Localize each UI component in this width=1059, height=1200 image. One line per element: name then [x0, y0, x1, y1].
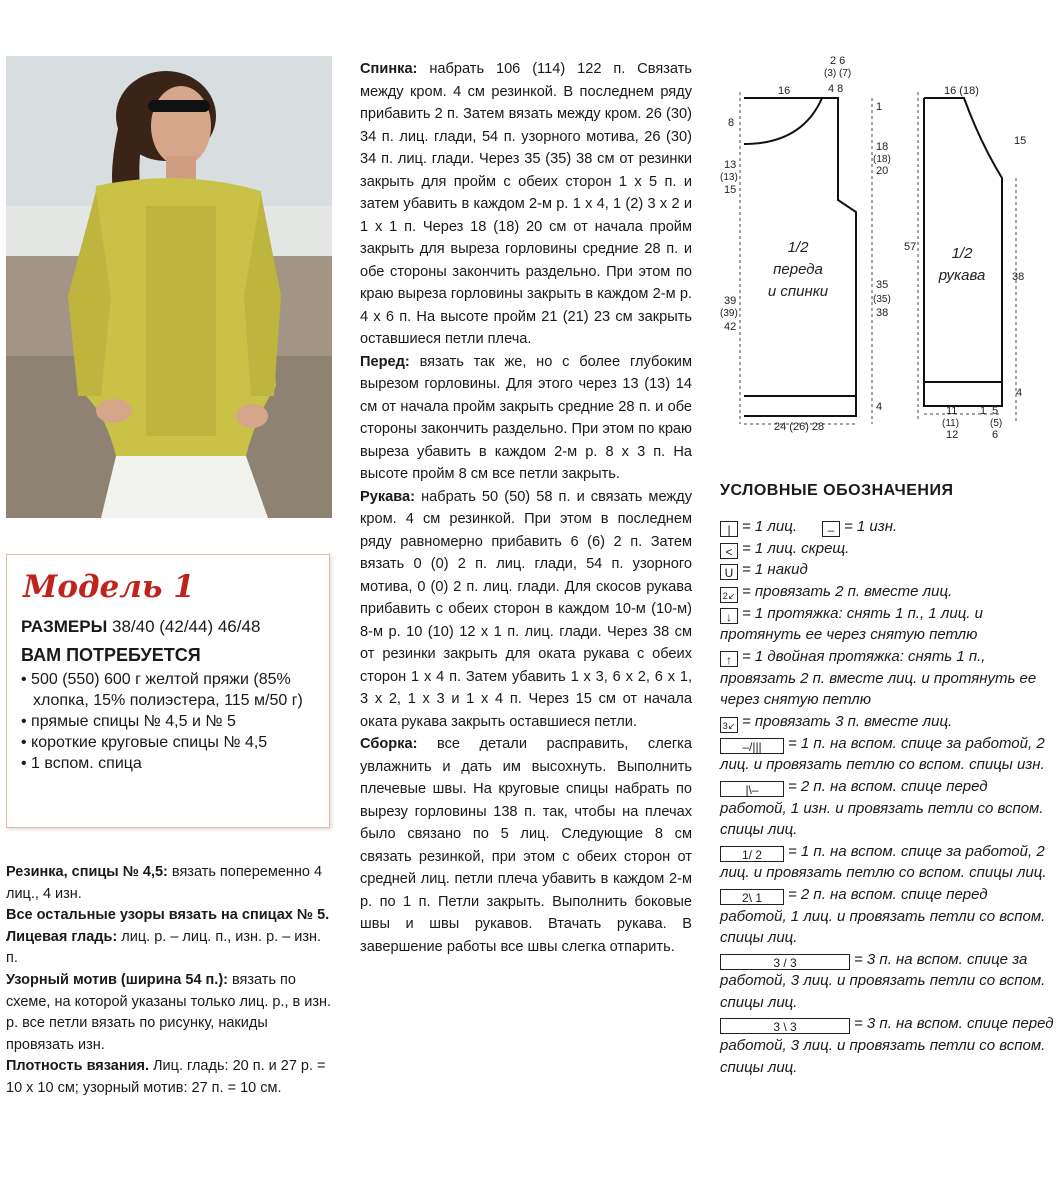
para-stockinette-label: Лицевая гладь:: [6, 928, 118, 945]
dim-s4: 4: [1016, 387, 1023, 399]
dim-h35b: (35): [873, 294, 891, 305]
legend-item: [720, 581, 1055, 603]
legend-heading: УСЛОВНЫЕ ОБОЗНАЧЕНИЯ: [720, 482, 954, 499]
legend-text: = 1 лиц. скрещ.: [742, 539, 850, 557]
dim-s1: 1: [980, 405, 987, 417]
body-outline: [744, 98, 856, 416]
k2tog-icon: 2↙: [720, 587, 738, 603]
dim-s38: 38: [1012, 271, 1025, 283]
dim-top-2-6: 2 6: [830, 55, 846, 67]
para-motif-text: вязать по схеме, на которой указаны только лиц. р., в изн. р. все петли вязать по рисунку, накиды провязать изн.: [6, 971, 332, 1053]
purl-symbol-icon: –: [822, 521, 840, 537]
cable-3-3-back-icon: 3 / 3: [720, 954, 850, 970]
body-label-2: переда: [773, 261, 823, 278]
para-stockinette-text: лиц. р. – лиц. п., изн. р. – изн. п.: [6, 928, 322, 967]
body-label-3: и спинки: [767, 283, 829, 300]
para-front-label: Перед:: [360, 353, 410, 370]
sizes-line: [21, 617, 260, 637]
yarn-over-icon: U: [720, 564, 738, 580]
legend-text: = 1 двойная протяжка: снять 1 п., провязать 2 п. вместе лиц. и протянуть ее через снятую петлю: [720, 647, 1037, 709]
sizes-label: РАЗМЕРЫ: [21, 617, 108, 636]
legend-item: [720, 603, 1055, 646]
legend-item: [720, 949, 1055, 1014]
legend-item: [720, 646, 1055, 711]
legend-text: = 1 изн.: [844, 518, 898, 535]
para-assembly-text: все детали расправить, слегка увлажнить и дать им высохнуть. Выполнить плечевые швы. На круговые спицы набрать по вырезу горловины 138 п. так, чтобы на плечах было связано по 5 лиц. Следующие 8 см связать резинкой, при этом с обеих сторон от средней лиц. петли плеча убавить в каждом 2-м р. по 1 п. Петли закрыть. Выполнить боковые швы и швы рукавов. Втачать рукава. В завершение работы все швы слегка отпарить.: [360, 736, 692, 955]
para-back-text: набрать 106 (114) 122 п. Связать между кром. 4 см резинкой. В последнем ряду прибавить 2 п. Затем вязать между кром. 26 (30) 34 п. лиц. глади, 54 п. узорного мотива, 26 (30) 34 п. лиц. глади. Через 35 (35) 38 см от резинки закрыть для пройм с обеих сторон 1 х 5 п. и затем убавить в каждом 2-м р. 1 х 4, 1 (2) 3 х 2 и 1 х 1 п. Через 18 (18) 20 см от начала пройм закрыть для выреза горловины средние 28 п. и обе стороны закончить раздельно. При этом по краю выреза горловины закрыть в каждом 2-м р. 4 х 6 п. На высоте пройм 21 (21) 23 см закрыть оставшиеся петли плеча.: [360, 61, 692, 347]
cable-1-2-back-icon: 1/ 2: [720, 846, 784, 862]
para-sleeve: [360, 486, 692, 734]
middle-column-text: [360, 58, 692, 958]
sleeve-label-2: рукава: [938, 267, 986, 284]
dim-s5: 5: [992, 405, 999, 417]
need-list: [21, 669, 321, 774]
para-other: [6, 905, 332, 927]
dim-h20: 20: [876, 165, 889, 177]
dim-s16: 16 (18): [944, 85, 979, 97]
dim-w16: 16: [778, 85, 791, 97]
ssk-icon: ↓: [720, 608, 738, 624]
model-photo: [6, 56, 332, 518]
legend-text: = 2 п. на вспом. спице перед работой, 1 изн. и провязать петли со вспом. спицы лиц.: [720, 777, 1044, 839]
sleeve-label-1: 1/2: [951, 245, 973, 262]
para-front: [360, 351, 692, 486]
para-motif-label: Узорный мотив (ширина 54 п.):: [6, 971, 228, 988]
sizes-value: 38/40 (42/44) 46/48: [112, 617, 261, 636]
dim-h39: 39: [724, 295, 737, 307]
para-motif: [6, 970, 332, 1056]
para-stockinette: [6, 927, 332, 970]
para-assembly-label: Сборка:: [360, 736, 418, 752]
legend-item: [720, 733, 1055, 776]
left-column-text: [6, 862, 332, 1100]
legend-item: [720, 884, 1055, 949]
dim-s12: 12: [946, 429, 959, 441]
para-front-text: вязать так же, но с более глубоким вырезом горловины. Для этого через 13 (13) 14 см от начала пройм закрыть средние 28 п. и обе стороны закончить раздельно. При этом по краю выреза убавить в каждом 2-м р. 8 х 3 п. На высоте пройм 8 см все петли закрыть.: [360, 353, 692, 482]
body-label-1: 1/2: [787, 239, 809, 256]
dim-bottom: 24 (26) 28: [774, 421, 825, 433]
dim-s11: 11: [946, 405, 958, 417]
need-heading: ВАМ ПОТРЕБУЕТСЯ: [21, 645, 201, 665]
need-item: • 500 (550) 600 г желтой пряжи (85% хлопка, 15% полиэстера, 115 м/50 г): [21, 671, 303, 709]
legend-text: = 2 п. на вспом. спице перед работой, 1 лиц. и провязать петли со вспом. спицы лиц.: [720, 885, 1046, 947]
para-gauge-label: Плотность вязания.: [6, 1058, 149, 1075]
dim-h13: 13: [724, 159, 737, 171]
dim-s15: 15: [1014, 135, 1027, 147]
legend-item: [720, 776, 1055, 841]
k3tog-icon: 3↙: [720, 717, 738, 733]
para-rib-label: Резинка, спицы № 4,5:: [6, 864, 168, 880]
legend-text: = провязать 2 п. вместе лиц.: [742, 582, 953, 600]
legend-item: [720, 559, 1055, 581]
cable-1-2-purl-back-icon: –/|||: [720, 738, 784, 754]
twisted-knit-icon: <: [720, 543, 738, 559]
dim-s6: 6: [992, 429, 999, 441]
dim-h15: 15: [724, 184, 737, 196]
legend-list: [720, 516, 1055, 1078]
legend-item: [720, 711, 1055, 733]
legend-item: [720, 516, 1055, 538]
dim-top-4-8: 4 8: [828, 83, 844, 95]
model-info-box: [6, 554, 330, 828]
dim-h18b: (18): [873, 154, 891, 165]
legend-item: [720, 538, 1055, 560]
para-sleeve-text: набрать 50 (50) 58 п. и связать между кром. 4 см резинкой. При этом в последнем ряду равномерно прибавить 6 (6) 2 п. Затем вязать 0 (0) 2 п. лиц. глади, 54 п. узорного мотива, 0 (0) 2 п. лиц. глади. Для скосов рукава прибавить с обеих сторон в каждом 10-м (10-м) 8-м р. 10 (10) 12 х 1 п. лиц. глади. Через 38 см от резинки закрыть для оката рукава с обеих сторон 1 х 4 п. Затем убавить 1 х 3, 6 х 2, 6 х 1, 3 х 2, 1 х 3 и 1 х 4 п. Через 15 см от начала оката рукава закрыть оставшиеся петли.: [360, 488, 692, 730]
dim-h18: 18: [876, 141, 889, 153]
pattern-diagram: [712, 52, 1052, 452]
need-item: • короткие круговые спицы № 4,5: [21, 734, 268, 751]
cable-2-1-front-icon: 2\ 1: [720, 889, 784, 905]
para-other-label: Все остальные узоры вязать на спицах № 5.: [6, 907, 330, 924]
para-rib-text: вязать попеременно 4 лиц., 4 изн.: [6, 864, 323, 902]
need-item: • прямые спицы № 4,5 и № 5: [21, 713, 236, 730]
legend-text: = 3 п. на вспом. спице за работой, 3 лиц. и провязать петли со вспом. спицы лиц.: [720, 950, 1046, 1011]
dim-w1: 1: [876, 101, 883, 113]
knit-symbol-icon: |: [720, 521, 738, 537]
cable-2-1-purl-front-icon: |\–: [720, 781, 784, 797]
legend-text: = 1 накид: [742, 561, 808, 579]
para-assembly: [360, 733, 692, 958]
legend-text: = 1 п. на вспом. спице за работой, 2 лиц. и провязать петлю со вспом. спицы лиц.: [720, 842, 1047, 882]
cable-3-3-front-icon: 3 \ 3: [720, 1018, 850, 1034]
legend-text: = провязать 3 п. вместе лиц.: [742, 712, 953, 730]
body-dim-lines: [740, 92, 872, 424]
model-title: Модель 1: [23, 569, 195, 605]
legend-text: = 3 п. на вспом. спице перед работой, 3 лиц. и провязать петли со вспом. спицы лиц.: [720, 1015, 1054, 1076]
need-item: • 1 вспом. спица: [21, 755, 142, 772]
dim-h8: 8: [728, 117, 735, 129]
para-back-label: Спинка:: [360, 61, 418, 77]
legend-item: [720, 1013, 1055, 1078]
para-gauge: [6, 1056, 332, 1099]
dim-h4: 4: [876, 401, 883, 413]
dim-h42: 42: [724, 321, 737, 333]
dim-h13b: (13): [720, 172, 738, 183]
dim-s57: 57: [904, 241, 917, 253]
double-dec-icon: ↑: [720, 651, 738, 667]
dim-h38: 38: [876, 307, 889, 319]
legend-text: = 1 лиц.: [742, 518, 797, 535]
para-back: [360, 58, 692, 351]
dim-s5b: (5): [990, 418, 1003, 429]
para-rib: [6, 862, 332, 905]
para-gauge-text: Лиц. гладь: 20 п. и 27 р. = 10 х 10 см; узорный мотив: 27 п. = 10 см.: [6, 1058, 326, 1096]
legend-text: = 1 п. на вспом. спице за работой, 2 лиц. и провязать петлю со вспом. спицы изн.: [720, 734, 1045, 774]
para-sleeve-label: Рукава:: [360, 488, 416, 505]
legend-text: = 1 протяжка: снять 1 п., 1 лиц. и протянуть ее через снятую петлю: [720, 604, 983, 644]
dim-h39b: (39): [720, 308, 738, 319]
dim-top-3-7: (3) (7): [824, 68, 852, 79]
dim-s11b: (11): [942, 418, 960, 429]
legend-item: [720, 841, 1055, 884]
dim-h35: 35: [876, 279, 889, 291]
